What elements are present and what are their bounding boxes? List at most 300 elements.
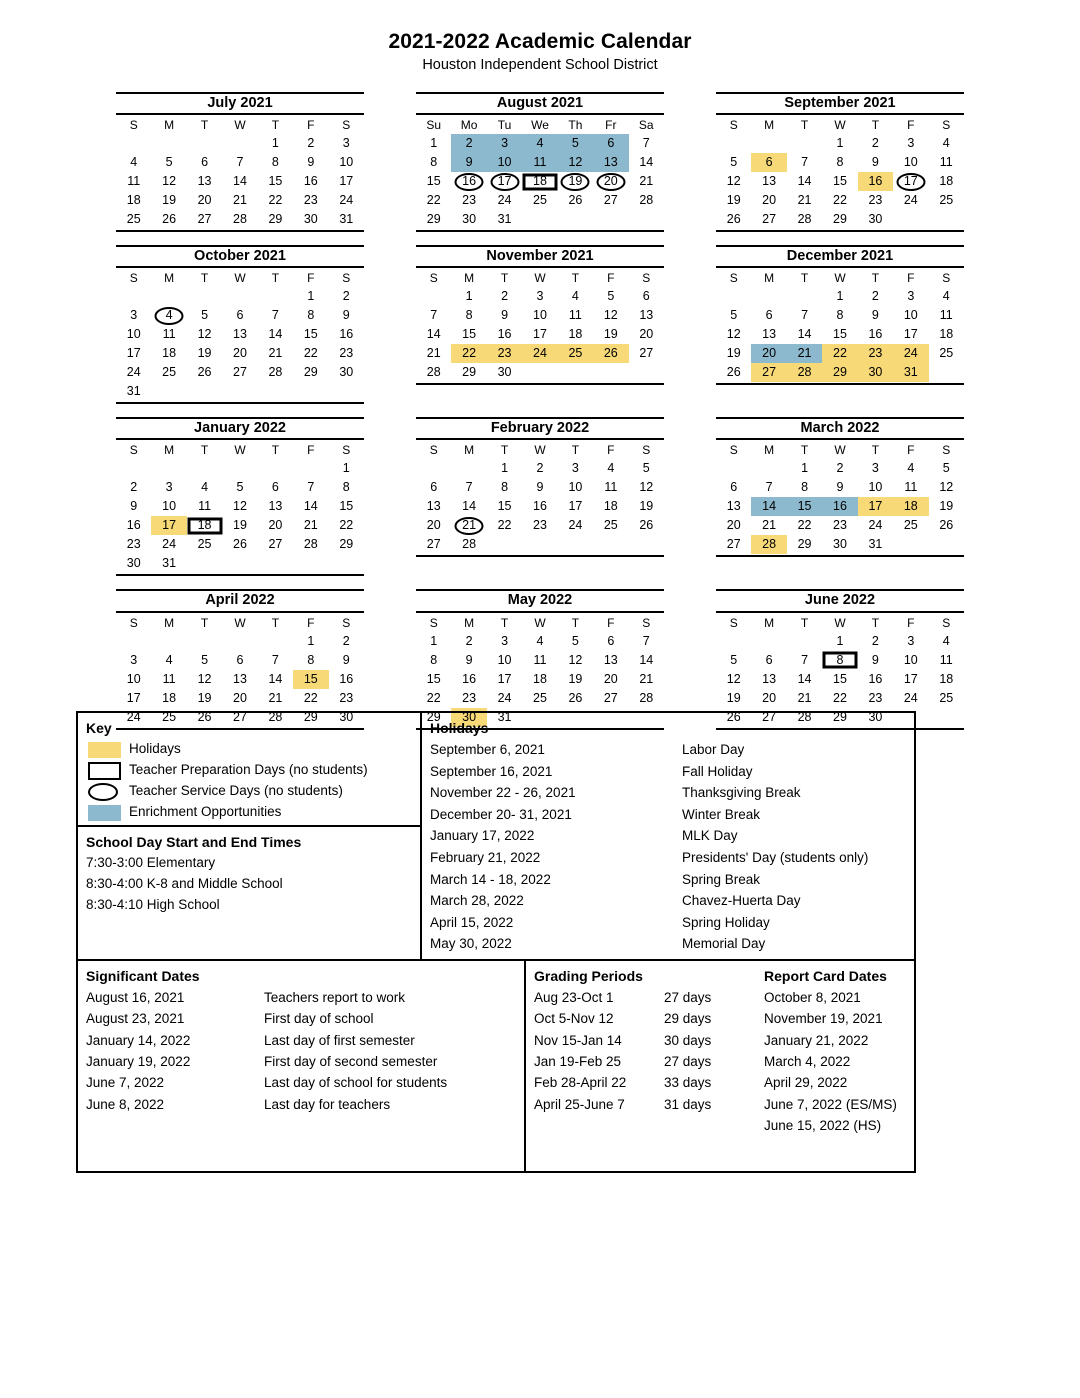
day-cell[interactable] xyxy=(787,535,822,554)
day-cell[interactable] xyxy=(258,210,293,229)
day-cell[interactable] xyxy=(187,689,222,708)
day-cell[interactable] xyxy=(151,689,186,708)
day-cell[interactable] xyxy=(716,325,751,344)
day-cell[interactable] xyxy=(416,134,451,153)
day-cell[interactable] xyxy=(116,516,151,535)
day-cell[interactable] xyxy=(522,689,557,708)
day-cell[interactable] xyxy=(487,306,522,325)
day-cell[interactable] xyxy=(558,344,593,363)
day-cell[interactable] xyxy=(451,153,486,172)
day-cell[interactable] xyxy=(629,153,664,172)
day-cell[interactable] xyxy=(751,325,786,344)
day-cell[interactable] xyxy=(116,554,151,573)
day-cell[interactable] xyxy=(858,134,893,153)
day-cell[interactable] xyxy=(787,670,822,689)
day-cell[interactable] xyxy=(822,134,857,153)
day-cell[interactable] xyxy=(451,689,486,708)
day-cell[interactable] xyxy=(629,632,664,651)
day-cell[interactable] xyxy=(416,689,451,708)
day-cell[interactable] xyxy=(416,306,451,325)
day-cell[interactable] xyxy=(487,689,522,708)
day-cell[interactable] xyxy=(293,670,328,689)
day-cell[interactable] xyxy=(858,516,893,535)
day-cell[interactable] xyxy=(858,325,893,344)
day-cell[interactable] xyxy=(929,670,964,689)
day-cell[interactable] xyxy=(187,708,222,727)
day-cell[interactable] xyxy=(893,651,928,670)
day-cell[interactable] xyxy=(222,325,257,344)
day-cell[interactable] xyxy=(751,306,786,325)
day-cell[interactable] xyxy=(522,651,557,670)
day-cell[interactable] xyxy=(329,689,364,708)
day-cell[interactable] xyxy=(893,363,928,382)
day-cell[interactable] xyxy=(822,535,857,554)
day-cell[interactable] xyxy=(329,153,364,172)
day-cell[interactable] xyxy=(593,344,628,363)
day-cell[interactable] xyxy=(593,632,628,651)
day-cell[interactable] xyxy=(893,670,928,689)
day-cell[interactable] xyxy=(293,210,328,229)
day-cell[interactable] xyxy=(187,516,222,535)
day-cell[interactable] xyxy=(116,478,151,497)
day-cell[interactable] xyxy=(716,306,751,325)
day-cell[interactable] xyxy=(751,497,786,516)
day-cell[interactable] xyxy=(487,478,522,497)
day-cell[interactable] xyxy=(558,497,593,516)
day-cell[interactable] xyxy=(858,363,893,382)
day-cell[interactable] xyxy=(258,134,293,153)
day-cell[interactable] xyxy=(858,497,893,516)
day-cell[interactable] xyxy=(416,497,451,516)
day-cell[interactable] xyxy=(293,478,328,497)
day-cell[interactable] xyxy=(329,191,364,210)
day-cell[interactable] xyxy=(629,689,664,708)
day-cell[interactable] xyxy=(751,670,786,689)
day-cell[interactable] xyxy=(416,651,451,670)
day-cell[interactable] xyxy=(751,516,786,535)
day-cell[interactable] xyxy=(416,632,451,651)
day-cell[interactable] xyxy=(258,651,293,670)
day-cell[interactable] xyxy=(487,287,522,306)
day-cell[interactable] xyxy=(858,287,893,306)
day-cell[interactable] xyxy=(416,210,451,229)
day-cell[interactable] xyxy=(416,670,451,689)
day-cell[interactable] xyxy=(451,306,486,325)
day-cell[interactable] xyxy=(222,689,257,708)
day-cell[interactable] xyxy=(929,632,964,651)
day-cell[interactable] xyxy=(629,287,664,306)
day-cell[interactable] xyxy=(593,497,628,516)
day-cell[interactable] xyxy=(151,210,186,229)
day-cell[interactable] xyxy=(929,325,964,344)
day-cell[interactable] xyxy=(558,306,593,325)
day-cell[interactable] xyxy=(787,651,822,670)
day-cell[interactable] xyxy=(151,478,186,497)
day-cell[interactable] xyxy=(893,478,928,497)
day-cell[interactable] xyxy=(716,535,751,554)
day-cell[interactable] xyxy=(858,670,893,689)
day-cell[interactable] xyxy=(151,306,186,325)
day-cell[interactable] xyxy=(593,478,628,497)
day-cell[interactable] xyxy=(187,478,222,497)
day-cell[interactable] xyxy=(329,287,364,306)
day-cell[interactable] xyxy=(716,497,751,516)
day-cell[interactable] xyxy=(222,497,257,516)
day-cell[interactable] xyxy=(451,287,486,306)
day-cell[interactable] xyxy=(751,153,786,172)
day-cell[interactable] xyxy=(558,325,593,344)
day-cell[interactable] xyxy=(751,689,786,708)
day-cell[interactable] xyxy=(929,459,964,478)
day-cell[interactable] xyxy=(487,651,522,670)
day-cell[interactable] xyxy=(222,708,257,727)
day-cell[interactable] xyxy=(451,651,486,670)
day-cell[interactable] xyxy=(558,516,593,535)
day-cell[interactable] xyxy=(451,363,486,382)
day-cell[interactable] xyxy=(416,535,451,554)
day-cell[interactable] xyxy=(487,708,522,727)
day-cell[interactable] xyxy=(558,651,593,670)
day-cell[interactable] xyxy=(151,344,186,363)
day-cell[interactable] xyxy=(116,325,151,344)
day-cell[interactable] xyxy=(258,191,293,210)
day-cell[interactable] xyxy=(522,344,557,363)
day-cell[interactable] xyxy=(822,363,857,382)
day-cell[interactable] xyxy=(416,172,451,191)
day-cell[interactable] xyxy=(629,670,664,689)
day-cell[interactable] xyxy=(929,287,964,306)
day-cell[interactable] xyxy=(751,172,786,191)
day-cell[interactable] xyxy=(787,478,822,497)
day-cell[interactable] xyxy=(116,651,151,670)
day-cell[interactable] xyxy=(893,153,928,172)
day-cell[interactable] xyxy=(329,210,364,229)
day-cell[interactable] xyxy=(558,153,593,172)
day-cell[interactable] xyxy=(222,670,257,689)
day-cell[interactable] xyxy=(522,134,557,153)
day-cell[interactable] xyxy=(151,191,186,210)
day-cell[interactable] xyxy=(893,287,928,306)
day-cell[interactable] xyxy=(858,459,893,478)
day-cell[interactable] xyxy=(116,670,151,689)
day-cell[interactable] xyxy=(487,325,522,344)
day-cell[interactable] xyxy=(858,708,893,727)
day-cell[interactable] xyxy=(487,516,522,535)
day-cell[interactable] xyxy=(522,670,557,689)
day-cell[interactable] xyxy=(787,325,822,344)
day-cell[interactable] xyxy=(858,651,893,670)
day-cell[interactable] xyxy=(893,516,928,535)
day-cell[interactable] xyxy=(258,689,293,708)
day-cell[interactable] xyxy=(593,325,628,344)
day-cell[interactable] xyxy=(329,651,364,670)
day-cell[interactable] xyxy=(822,306,857,325)
day-cell[interactable] xyxy=(258,306,293,325)
day-cell[interactable] xyxy=(258,172,293,191)
day-cell[interactable] xyxy=(116,363,151,382)
day-cell[interactable] xyxy=(858,306,893,325)
day-cell[interactable] xyxy=(451,516,486,535)
day-cell[interactable] xyxy=(258,535,293,554)
day-cell[interactable] xyxy=(329,172,364,191)
day-cell[interactable] xyxy=(151,325,186,344)
day-cell[interactable] xyxy=(751,191,786,210)
day-cell[interactable] xyxy=(893,325,928,344)
day-cell[interactable] xyxy=(893,344,928,363)
day-cell[interactable] xyxy=(451,344,486,363)
day-cell[interactable] xyxy=(451,172,486,191)
day-cell[interactable] xyxy=(116,306,151,325)
day-cell[interactable] xyxy=(293,516,328,535)
day-cell[interactable] xyxy=(151,535,186,554)
day-cell[interactable] xyxy=(893,689,928,708)
day-cell[interactable] xyxy=(822,651,857,670)
day-cell[interactable] xyxy=(593,689,628,708)
day-cell[interactable] xyxy=(487,191,522,210)
day-cell[interactable] xyxy=(487,670,522,689)
day-cell[interactable] xyxy=(487,363,522,382)
day-cell[interactable] xyxy=(716,689,751,708)
day-cell[interactable] xyxy=(487,344,522,363)
day-cell[interactable] xyxy=(293,632,328,651)
day-cell[interactable] xyxy=(222,191,257,210)
day-cell[interactable] xyxy=(893,191,928,210)
day-cell[interactable] xyxy=(329,306,364,325)
day-cell[interactable] xyxy=(258,325,293,344)
day-cell[interactable] xyxy=(929,306,964,325)
day-cell[interactable] xyxy=(416,344,451,363)
day-cell[interactable] xyxy=(751,708,786,727)
day-cell[interactable] xyxy=(222,306,257,325)
day-cell[interactable] xyxy=(893,134,928,153)
day-cell[interactable] xyxy=(329,363,364,382)
day-cell[interactable] xyxy=(858,689,893,708)
day-cell[interactable] xyxy=(858,210,893,229)
day-cell[interactable] xyxy=(558,134,593,153)
day-cell[interactable] xyxy=(151,670,186,689)
day-cell[interactable] xyxy=(116,708,151,727)
day-cell[interactable] xyxy=(929,516,964,535)
day-cell[interactable] xyxy=(451,478,486,497)
day-cell[interactable] xyxy=(258,516,293,535)
day-cell[interactable] xyxy=(258,497,293,516)
day-cell[interactable] xyxy=(293,191,328,210)
day-cell[interactable] xyxy=(522,478,557,497)
day-cell[interactable] xyxy=(329,708,364,727)
day-cell[interactable] xyxy=(187,172,222,191)
day-cell[interactable] xyxy=(416,478,451,497)
day-cell[interactable] xyxy=(151,172,186,191)
day-cell[interactable] xyxy=(522,306,557,325)
day-cell[interactable] xyxy=(787,306,822,325)
day-cell[interactable] xyxy=(787,191,822,210)
day-cell[interactable] xyxy=(822,153,857,172)
day-cell[interactable] xyxy=(258,670,293,689)
day-cell[interactable] xyxy=(222,535,257,554)
day-cell[interactable] xyxy=(522,632,557,651)
day-cell[interactable] xyxy=(787,708,822,727)
day-cell[interactable] xyxy=(293,535,328,554)
day-cell[interactable] xyxy=(451,210,486,229)
day-cell[interactable] xyxy=(593,191,628,210)
day-cell[interactable] xyxy=(716,191,751,210)
day-cell[interactable] xyxy=(858,632,893,651)
day-cell[interactable] xyxy=(416,153,451,172)
day-cell[interactable] xyxy=(929,153,964,172)
day-cell[interactable] xyxy=(787,459,822,478)
day-cell[interactable] xyxy=(858,535,893,554)
day-cell[interactable] xyxy=(451,325,486,344)
day-cell[interactable] xyxy=(629,516,664,535)
day-cell[interactable] xyxy=(187,363,222,382)
day-cell[interactable] xyxy=(293,651,328,670)
day-cell[interactable] xyxy=(487,210,522,229)
day-cell[interactable] xyxy=(416,325,451,344)
day-cell[interactable] xyxy=(787,344,822,363)
day-cell[interactable] xyxy=(329,478,364,497)
day-cell[interactable] xyxy=(151,153,186,172)
day-cell[interactable] xyxy=(151,554,186,573)
day-cell[interactable] xyxy=(187,651,222,670)
day-cell[interactable] xyxy=(893,497,928,516)
day-cell[interactable] xyxy=(822,287,857,306)
day-cell[interactable] xyxy=(822,497,857,516)
day-cell[interactable] xyxy=(522,516,557,535)
day-cell[interactable] xyxy=(293,344,328,363)
day-cell[interactable] xyxy=(558,478,593,497)
day-cell[interactable] xyxy=(187,210,222,229)
day-cell[interactable] xyxy=(629,651,664,670)
day-cell[interactable] xyxy=(258,478,293,497)
day-cell[interactable] xyxy=(187,153,222,172)
day-cell[interactable] xyxy=(751,535,786,554)
day-cell[interactable] xyxy=(822,344,857,363)
day-cell[interactable] xyxy=(329,535,364,554)
day-cell[interactable] xyxy=(558,287,593,306)
day-cell[interactable] xyxy=(558,689,593,708)
day-cell[interactable] xyxy=(222,344,257,363)
day-cell[interactable] xyxy=(451,670,486,689)
day-cell[interactable] xyxy=(187,344,222,363)
day-cell[interactable] xyxy=(222,172,257,191)
day-cell[interactable] xyxy=(822,670,857,689)
day-cell[interactable] xyxy=(293,497,328,516)
day-cell[interactable] xyxy=(487,497,522,516)
day-cell[interactable] xyxy=(822,708,857,727)
day-cell[interactable] xyxy=(451,134,486,153)
day-cell[interactable] xyxy=(787,363,822,382)
day-cell[interactable] xyxy=(716,516,751,535)
day-cell[interactable] xyxy=(558,172,593,191)
day-cell[interactable] xyxy=(293,689,328,708)
day-cell[interactable] xyxy=(416,363,451,382)
day-cell[interactable] xyxy=(787,689,822,708)
day-cell[interactable] xyxy=(629,459,664,478)
day-cell[interactable] xyxy=(116,153,151,172)
day-cell[interactable] xyxy=(558,632,593,651)
day-cell[interactable] xyxy=(716,478,751,497)
day-cell[interactable] xyxy=(822,516,857,535)
day-cell[interactable] xyxy=(329,459,364,478)
day-cell[interactable] xyxy=(487,134,522,153)
day-cell[interactable] xyxy=(258,153,293,172)
day-cell[interactable] xyxy=(593,134,628,153)
day-cell[interactable] xyxy=(929,191,964,210)
day-cell[interactable] xyxy=(522,497,557,516)
day-cell[interactable] xyxy=(716,363,751,382)
day-cell[interactable] xyxy=(258,344,293,363)
day-cell[interactable] xyxy=(116,689,151,708)
day-cell[interactable] xyxy=(593,516,628,535)
day-cell[interactable] xyxy=(151,497,186,516)
day-cell[interactable] xyxy=(187,497,222,516)
day-cell[interactable] xyxy=(858,344,893,363)
day-cell[interactable] xyxy=(822,172,857,191)
day-cell[interactable] xyxy=(716,651,751,670)
day-cell[interactable] xyxy=(929,497,964,516)
day-cell[interactable] xyxy=(629,191,664,210)
day-cell[interactable] xyxy=(787,516,822,535)
day-cell[interactable] xyxy=(629,134,664,153)
day-cell[interactable] xyxy=(451,497,486,516)
day-cell[interactable] xyxy=(593,670,628,689)
day-cell[interactable] xyxy=(787,153,822,172)
day-cell[interactable] xyxy=(187,535,222,554)
day-cell[interactable] xyxy=(293,172,328,191)
day-cell[interactable] xyxy=(116,535,151,554)
day-cell[interactable] xyxy=(558,459,593,478)
day-cell[interactable] xyxy=(151,708,186,727)
day-cell[interactable] xyxy=(258,708,293,727)
day-cell[interactable] xyxy=(558,191,593,210)
day-cell[interactable] xyxy=(787,497,822,516)
day-cell[interactable] xyxy=(716,670,751,689)
day-cell[interactable] xyxy=(751,210,786,229)
day-cell[interactable] xyxy=(451,191,486,210)
day-cell[interactable] xyxy=(522,459,557,478)
day-cell[interactable] xyxy=(451,708,486,727)
day-cell[interactable] xyxy=(522,325,557,344)
day-cell[interactable] xyxy=(293,287,328,306)
day-cell[interactable] xyxy=(893,306,928,325)
day-cell[interactable] xyxy=(929,689,964,708)
day-cell[interactable] xyxy=(329,325,364,344)
day-cell[interactable] xyxy=(293,325,328,344)
day-cell[interactable] xyxy=(929,344,964,363)
day-cell[interactable] xyxy=(416,516,451,535)
day-cell[interactable] xyxy=(893,632,928,651)
day-cell[interactable] xyxy=(822,325,857,344)
day-cell[interactable] xyxy=(329,497,364,516)
day-cell[interactable] xyxy=(751,363,786,382)
day-cell[interactable] xyxy=(293,708,328,727)
day-cell[interactable] xyxy=(416,708,451,727)
day-cell[interactable] xyxy=(629,497,664,516)
day-cell[interactable] xyxy=(522,153,557,172)
day-cell[interactable] xyxy=(716,708,751,727)
day-cell[interactable] xyxy=(593,172,628,191)
day-cell[interactable] xyxy=(593,287,628,306)
day-cell[interactable] xyxy=(858,153,893,172)
day-cell[interactable] xyxy=(716,344,751,363)
day-cell[interactable] xyxy=(858,478,893,497)
day-cell[interactable] xyxy=(629,325,664,344)
day-cell[interactable] xyxy=(822,191,857,210)
day-cell[interactable] xyxy=(187,306,222,325)
day-cell[interactable] xyxy=(151,516,186,535)
day-cell[interactable] xyxy=(329,632,364,651)
day-cell[interactable] xyxy=(329,516,364,535)
